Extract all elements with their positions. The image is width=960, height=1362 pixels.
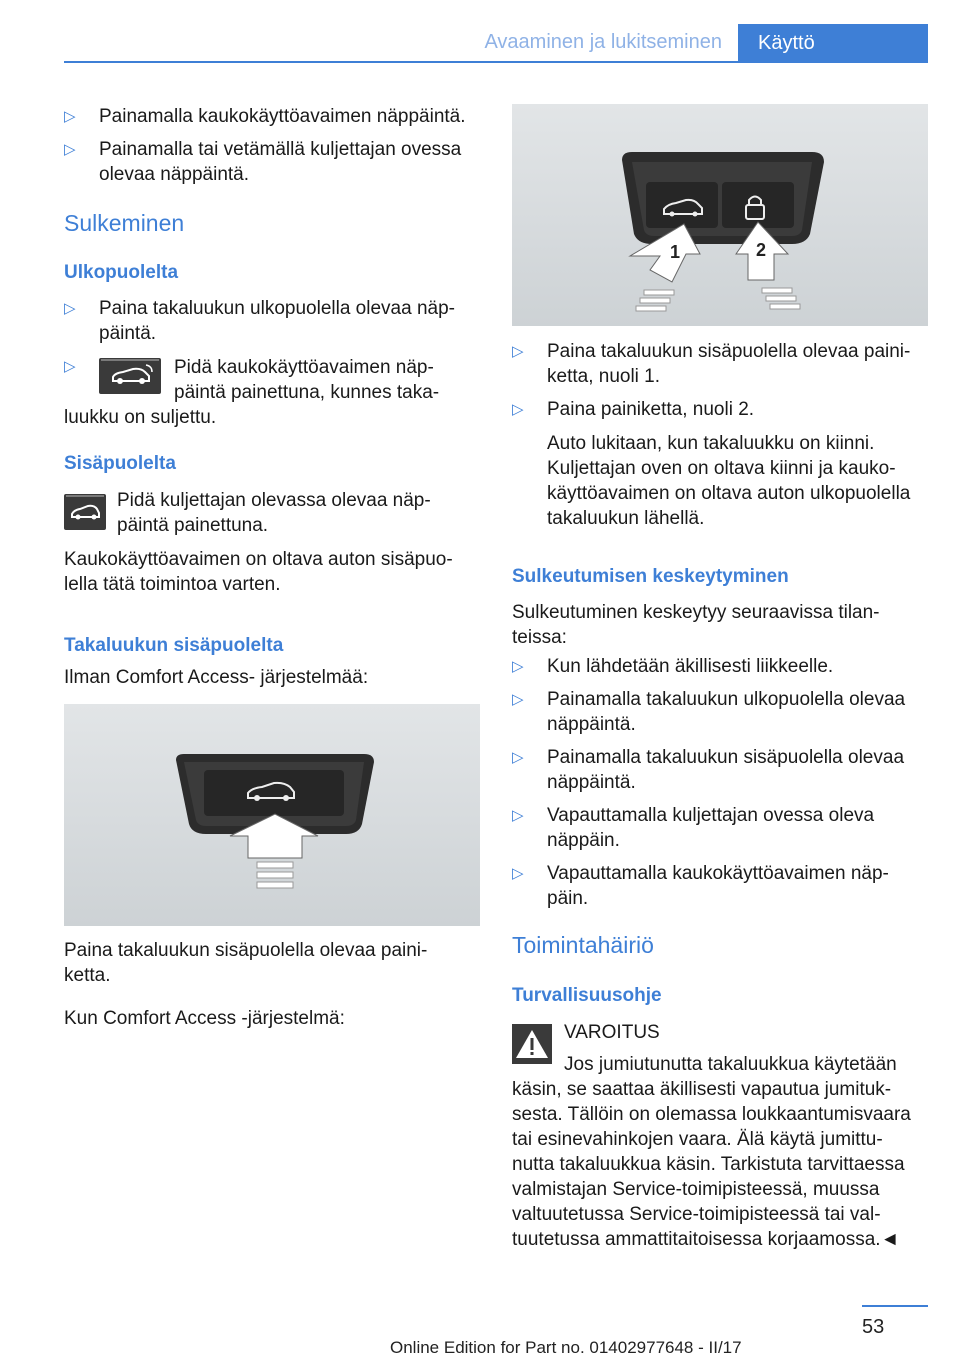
ulkopuolelta-item2-cont — [64, 405, 484, 430]
warning-body — [512, 1077, 932, 1252]
list-item-text: näppäin. — [547, 830, 620, 851]
heading-toimintahairio: Toimintahäiriö — [512, 932, 654, 958]
list-item-text: olevaa näppäintä. — [99, 164, 250, 185]
body-text: Kuljettajan oven on oltava kiinni ja kauko- — [547, 458, 896, 479]
tailgate-lock-buttons-photo — [512, 104, 928, 326]
list-item-text: päintä painettuna, kunnes taka- — [174, 382, 440, 403]
header-chapter-tab: Käyttö — [738, 24, 928, 63]
keskeytyminen-text — [512, 600, 932, 650]
bullet-triangle-icon: ▷ — [64, 358, 76, 375]
ulkopuolelta-item2 — [174, 355, 484, 405]
list-item — [512, 654, 932, 679]
heading-sisapuolelta: Sisäpuolelta — [64, 453, 176, 474]
list-item — [512, 745, 932, 795]
keskeytyminen-list — [512, 654, 932, 911]
list-item-text: ketta, nuoli 1. — [547, 366, 661, 387]
body-text: Sulkeutuminen keskeytyy seuraavissa tilan- — [512, 602, 880, 623]
warning-head — [564, 1020, 934, 1077]
ulkopuolelta-list — [64, 296, 484, 346]
list-item — [512, 339, 932, 389]
arrow-1-label: 1 — [670, 242, 681, 262]
body-text: Pidä kuljettajan olevassa olevaa näp- — [117, 490, 431, 511]
body-text: lella tätä toimintoa varten. — [64, 574, 281, 595]
list-item-text: Kun lähdetään äkillisesti liikkeelle. — [547, 656, 834, 677]
list-item — [512, 397, 932, 531]
bullet-triangle-icon: ▷ — [512, 807, 524, 824]
list-item-text: Painamalla takaluukun sisäpuolella olevaa — [547, 747, 905, 768]
right-steps — [512, 339, 932, 531]
header-section-title: Avaaminen ja lukitseminen — [484, 31, 722, 53]
heading-takaluukun-sisapuolelta: Takaluukun sisäpuolelta — [64, 635, 284, 656]
list-item-text: Painamalla takaluukun ulkopuolella olevaa — [547, 689, 906, 710]
tailgate-button-icon — [99, 358, 161, 394]
list-item — [512, 861, 932, 911]
list-item-text: luukku on suljettu. — [64, 407, 217, 428]
bullet-triangle-icon: ▷ — [512, 865, 524, 882]
heading-sulkeminen: Sulkeminen — [64, 210, 185, 236]
heading-turvallisuusohje: Turvallisuusohje — [512, 985, 662, 1006]
bullet-triangle-icon: ▷ — [64, 141, 76, 158]
list-item-text: Painamalla kaukokäyttöavaimen näppäintä. — [99, 106, 466, 127]
list-item-text: näppäintä. — [547, 772, 636, 793]
warning-text: sesta. Tällöin on olemassa loukkaantumisvaara — [512, 1104, 911, 1125]
warning-label: VAROITUS — [564, 1022, 660, 1043]
heading-sulkeutumisen-keskeytyminen: Sulkeutumisen keskeytyminen — [512, 566, 789, 587]
body-text: teissa: — [512, 627, 567, 648]
page-number: 53 — [862, 1316, 885, 1338]
list-item — [64, 296, 484, 346]
body-text: takaluukun lähellä. — [547, 508, 705, 529]
left-column — [64, 104, 484, 187]
list-item-text: näppäintä. — [547, 714, 636, 735]
list-item-text: päin. — [547, 888, 589, 909]
bullet-triangle-icon: ▷ — [512, 691, 524, 708]
tailgate-button-icon — [64, 494, 106, 530]
list-item-text: Paina takaluukun ulkopuolella olevaa näp- — [99, 298, 455, 319]
body-text: Kun Comfort Access -järjestelmä: — [64, 1008, 345, 1029]
body-text: Auto lukitaan, kun takaluukku on kiinni. — [547, 433, 875, 454]
header-rule — [64, 61, 928, 63]
list-item-text: Vapauttamalla kuljettajan ovessa oleva — [547, 805, 875, 826]
bullet-triangle-icon: ▷ — [512, 401, 524, 418]
warning-text: tuutetussa ammattitaitoisessa korjaamossa.◄ — [512, 1229, 900, 1250]
bullet-triangle-icon: ▷ — [64, 300, 76, 317]
paina-text — [64, 938, 484, 988]
sisapuolelta-text — [117, 488, 487, 538]
warning-icon — [512, 1024, 552, 1064]
footer-edition: Online Edition for Part no. 01402977648 - II/17 — [390, 1338, 742, 1357]
bullet-triangle-icon: ▷ — [64, 108, 76, 125]
warning-text: tai esinevahinkojen vaara. Älä käytä jumittu- — [512, 1129, 883, 1150]
body-text: Paina takaluukun sisäpuolella olevaa paini- — [64, 940, 428, 961]
warning-text: Jos jumiutunutta takaluukkua käytetään — [564, 1054, 897, 1075]
bullet-triangle-icon: ▷ — [512, 658, 524, 675]
list-item — [512, 687, 932, 737]
warning-text: valtuutetussa Service-toimipisteessä tai val- — [512, 1204, 881, 1225]
body-text: käyttöavaimen on oltava auton ulkopuolella — [547, 483, 911, 504]
heading-ulkopuolelta: Ulkopuolelta — [64, 262, 179, 283]
bullet-triangle-icon: ▷ — [512, 343, 524, 360]
list-item-text: Vapauttamalla kaukokäyttöavaimen näp- — [547, 863, 889, 884]
list-item — [64, 137, 484, 187]
list-item — [512, 803, 932, 853]
list-item-text: Pidä kaukokäyttöavaimen näp- — [174, 357, 434, 378]
body-text: Ilman Comfort Access- järjestelmää: — [64, 667, 369, 688]
sisapuolelta-note — [64, 547, 484, 597]
bullet-triangle-icon: ▷ — [512, 749, 524, 766]
list-item-text: Paina takaluukun sisäpuolella olevaa paini- — [547, 341, 911, 362]
warning-text: käsin, se saattaa äkillisesti vapautua jumituk- — [512, 1079, 892, 1100]
body-text: ketta. — [64, 965, 111, 986]
list-item — [64, 104, 484, 129]
tailgate-button-photo — [64, 704, 480, 926]
body-text: Kaukokäyttöavaimen on oltava auton sisäpuo- — [64, 549, 453, 570]
list-item-text: Paina painiketta, nuoli 2. — [547, 399, 755, 420]
arrow-2-label: 2 — [756, 240, 767, 260]
warning-text: valmistajan Service-toimipisteessä, muussa — [512, 1179, 880, 1200]
list-item-text: päintä. — [99, 323, 157, 344]
warning-text: nutta takaluukkua käsin. Tarkistuta tarvittaessa — [512, 1154, 905, 1175]
body-text: päintä painettuna. — [117, 515, 269, 536]
kun-text — [64, 1006, 484, 1031]
list-item-text: Painamalla tai vetämällä kuljettajan ovessa — [99, 139, 462, 160]
footer-rule — [862, 1305, 928, 1307]
ilman-text — [64, 665, 484, 690]
